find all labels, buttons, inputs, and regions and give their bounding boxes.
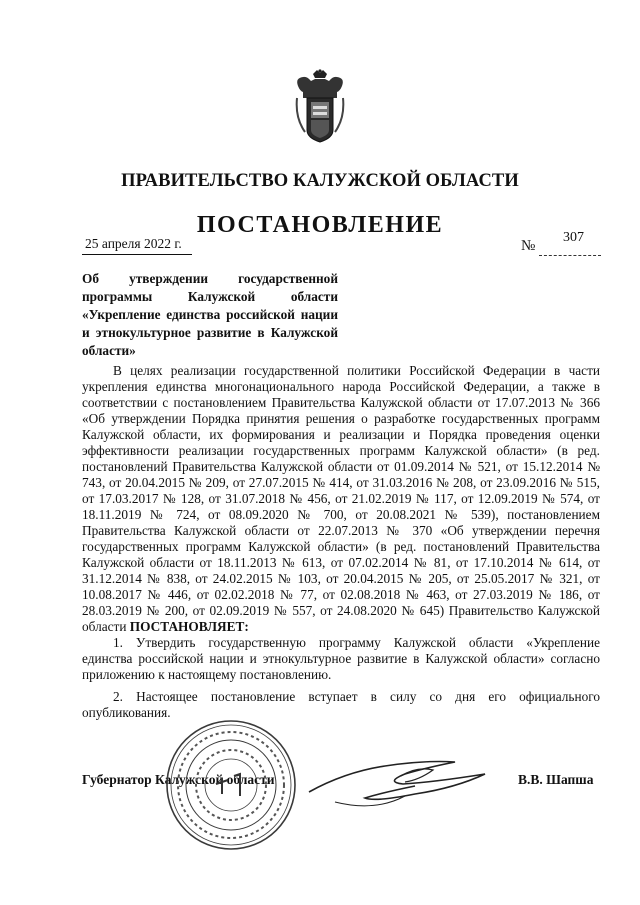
kaluga-coat-of-arms-icon <box>293 68 347 144</box>
subject-line: «Укрепление единства российской нации <box>82 307 338 322</box>
document-body <box>82 363 600 721</box>
item1-line: единства российской нации и этнокультурное развитие в Калужской области» согласно <box>82 651 600 666</box>
body-line: Калужской области от 18.11.2013 № 613, от 07.02.2014 № 81, от 17.10.2014 № 614, от <box>82 555 600 570</box>
subject-line: Об утверждении государственной <box>82 271 338 286</box>
signatory-title: Губернатор Калужской области <box>82 772 275 787</box>
body-line: 10.08.2017 № 446, от 02.02.2018 № 77, от 02.08.2018 № 463, от 27.03.2019 № 186, от <box>82 587 600 602</box>
item1-line: приложению к настоящему постановлению. <box>82 667 332 682</box>
subject-line: области» <box>82 343 136 358</box>
subject-line: и этнокультурное развитие в Калужской <box>82 325 338 340</box>
signatory-name: В.В. Шапша <box>518 772 594 787</box>
body-line: 743, от 20.04.2015 № 209, от 27.07.2015 № 414, от 31.03.2016 № 208, от 23.09.2016 № 515, <box>82 475 600 490</box>
body-line: Правительства Калужской области от 22.07.2013 № 370 «Об утверждении перечня <box>82 523 600 538</box>
item2-line: 2. Настоящее постановление вступает в силу со дня его официального <box>113 689 600 704</box>
body-line: В целях реализации государственной политики Российской Федерации в части <box>113 363 600 378</box>
body-line: 31.12.2014 № 838, от 24.02.2015 № 103, от 20.04.2015 № 205, от 25.05.2017 № 321, от <box>82 571 600 586</box>
handwritten-signature-icon <box>305 752 520 820</box>
preamble-tail: области <box>82 619 127 634</box>
subject-line: программы Калужской области <box>82 289 338 304</box>
body-line: государственных программ Калужской области» (в ред. постановлений Правительства <box>82 539 600 554</box>
body-line: соответствии с постановлением Правительства Калужской области от 17.07.2013 № 366 <box>82 395 600 410</box>
official-seal-icon <box>164 718 298 852</box>
body-line: 28.03.2019 № 200, от 02.09.2019 № 557, от 24.08.2020 № 645) Правительство Калужской <box>82 603 600 618</box>
item2-line: опубликования. <box>82 705 171 720</box>
body-line: от 17.03.2017 № 128, от 31.07.2018 № 456, от 21.02.2019 № 117, от 12.09.2019 № 574, от <box>82 491 600 506</box>
body-line: эффективности реализации государственных программ Калужской области» (в ред. <box>82 443 600 458</box>
number-underline <box>539 255 601 256</box>
body-line-resolves <box>82 619 600 635</box>
body-line: постановлений Правительства Калужской области от 01.09.2014 № 521, от 15.12.2014 № <box>82 459 600 474</box>
body-line: Калужской области, их формирования и реализации и Порядка проведения оценки <box>82 427 600 442</box>
document-number <box>521 230 603 260</box>
government-name: ПРАВИТЕЛЬСТВО КАЛУЖСКОЙ ОБЛАСТИ <box>121 171 519 191</box>
item1-line: 1. Утвердить государственную программу Калужской области «Укрепление <box>113 635 600 650</box>
document-subject <box>82 270 338 360</box>
body-line: 18.11.2019 № 724, от 08.09.2020 № 700, от 20.08.2021 № 539), постановлением <box>82 507 600 522</box>
resolves-keyword: ПОСТАНОВЛЯЕТ: <box>129 619 249 634</box>
body-line: «Об утверждении Порядка принятия решения о разработке государственных программ <box>82 411 600 426</box>
document-type: ПОСТАНОВЛЕНИЕ <box>196 212 444 238</box>
number-value: 307 <box>563 230 584 245</box>
date-underline <box>82 254 192 255</box>
body-line: укрепления единства многонационального народа Российской Федерации, а также в <box>82 379 600 394</box>
document-date <box>82 234 194 256</box>
number-sign: № <box>521 238 536 254</box>
date-text: 25 апреля 2022 г. <box>85 236 182 251</box>
